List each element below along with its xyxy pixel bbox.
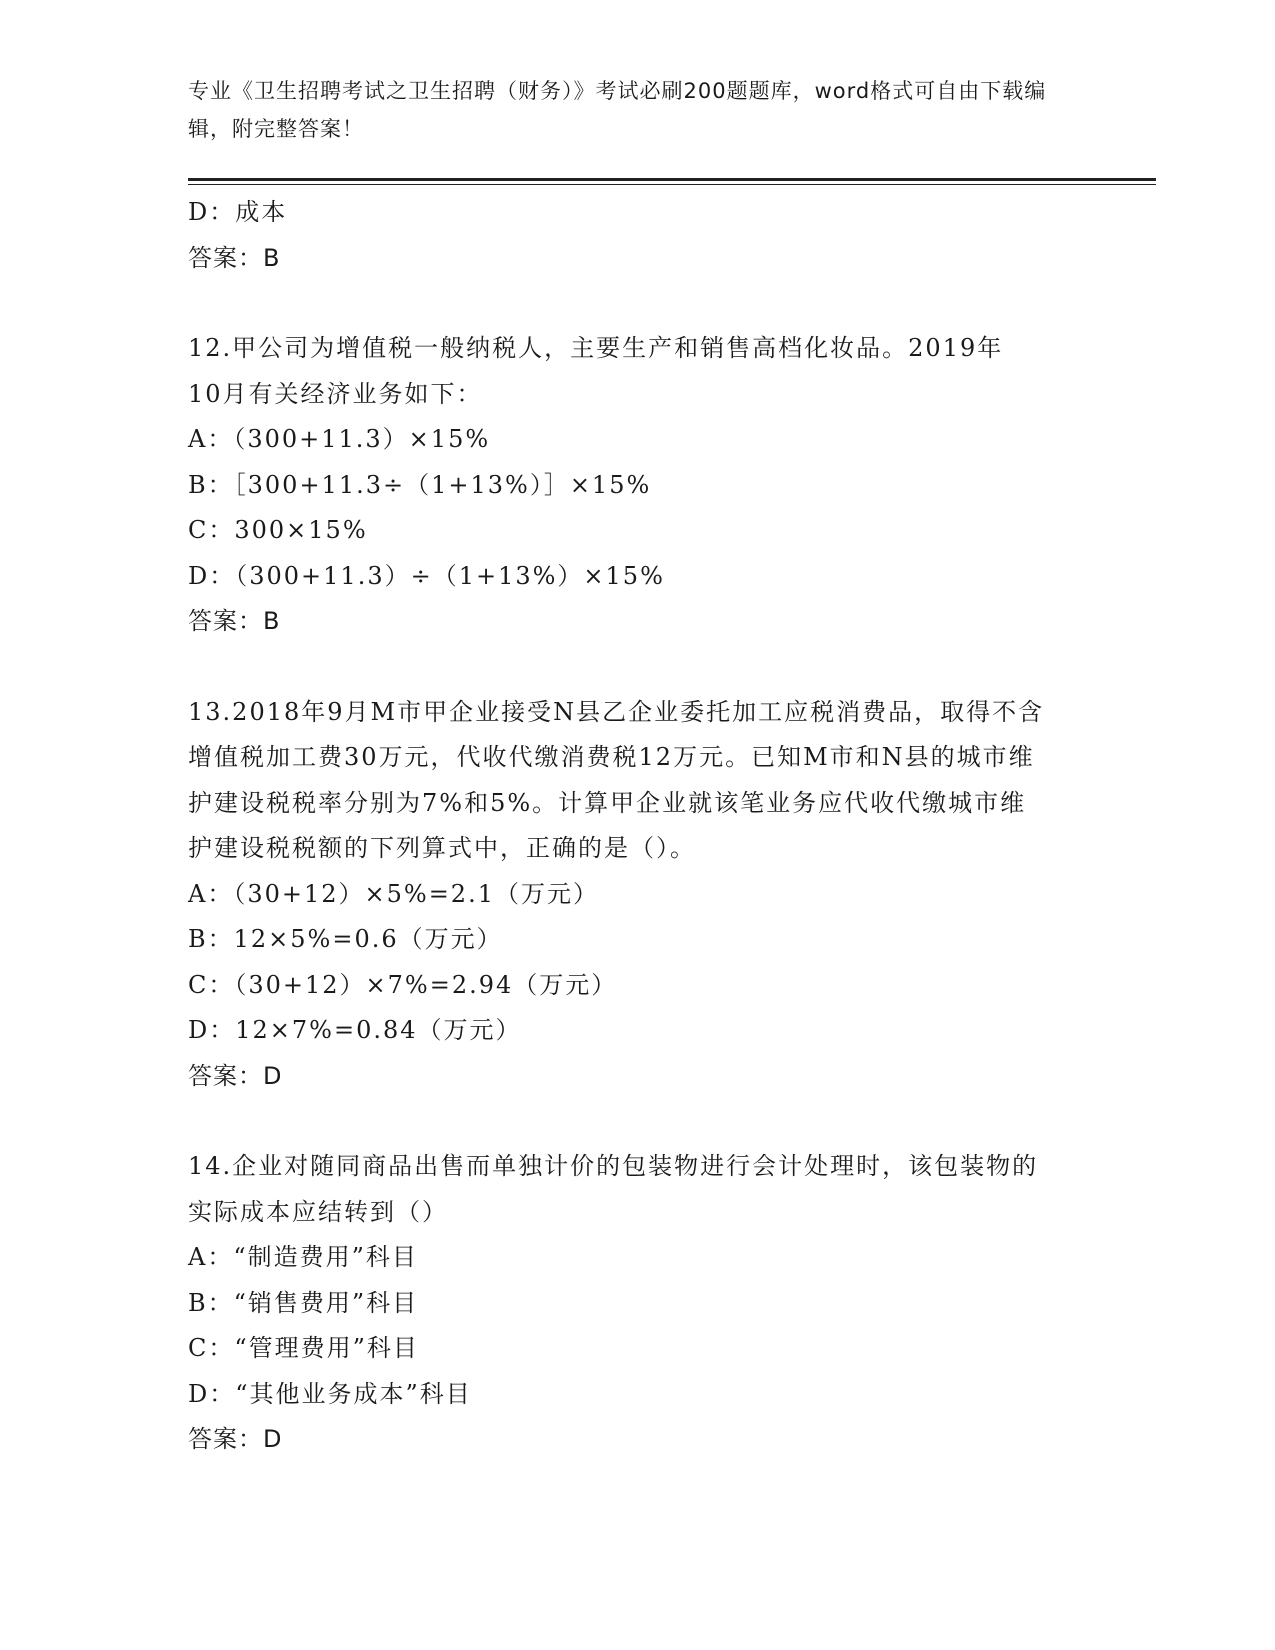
option-d: D：12×7%=0.84（万元） (188, 1016, 522, 1044)
option-d: D：（300+11.3）÷（1+13%）×15% (188, 561, 665, 590)
spacer (188, 1099, 1088, 1144)
spacer (188, 645, 1088, 690)
option-a: A：“制造费用”科目 (188, 1243, 418, 1271)
option-d: D：成本 (188, 198, 288, 226)
option-c: C：（30+12）×7%=2.94（万元） (188, 970, 618, 999)
option-a: A：（30+12）×5%=2.1（万元） (188, 879, 599, 908)
answer: 答案：D (188, 1425, 283, 1453)
question-stem: 14.企业对随同商品出售而单独计价的包装物进行会计处理时，该包装物的实际成本应结转到（） (188, 1152, 1039, 1226)
question-12 (188, 326, 1088, 645)
answer: 答案：B (188, 607, 281, 635)
question-stem: 13.2018年9月M市甲企业接受N县乙企业委托加工应税消费品，取得不含增值税加工费30万元，代收代缴消费税12万元。已知M市和N县的城市维护建设税税率分别为7%和5%。计算甲企业就该笔业务应代收代缴城市维护建设税税额的下列算式中，正确的是（）。 (188, 697, 1045, 862)
option-d: D：“其他业务成本”科目 (188, 1379, 472, 1408)
option-c: C：“管理费用”科目 (188, 1334, 419, 1362)
document-body (188, 190, 1088, 1463)
option-b: B：12×5%=0.6（万元） (188, 925, 503, 953)
question-14 (188, 1144, 1088, 1463)
option-b: B：“销售费用”科目 (188, 1288, 419, 1317)
question-13 (188, 690, 1088, 1100)
option-c: C：300×15% (188, 516, 368, 544)
header-divider-thin (188, 184, 1156, 185)
page-header: 专业《卫生招聘考试之卫生招聘（财务）》考试必刷200题题库，word格式可自由下载编辑，附完整答案！ (188, 79, 1047, 141)
spacer (188, 281, 1088, 326)
answer: 答案：B (188, 243, 281, 272)
option-b: B：［300+11.3÷（1+13%）］×15% (188, 470, 652, 499)
option-a: A：（300+11.3）×15% (188, 425, 491, 453)
question-stem: 12.甲公司为增值税一般纳税人，主要生产和销售高档化妆品。2019年10月有关经济业务如下： (188, 334, 1004, 408)
header-divider (188, 178, 1156, 181)
answer: 答案：D (188, 1061, 283, 1090)
